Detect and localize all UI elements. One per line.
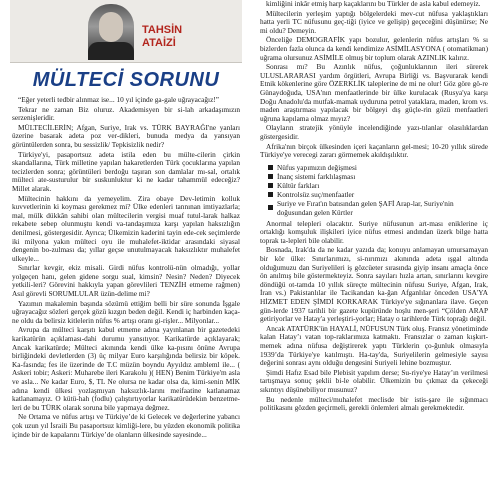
article-body-right-bottom [258,220,490,413]
list-item [268,190,490,199]
column-header [10,0,242,63]
paragraph: Şimdi Hafız Esad bile Plebisit yapılım derse; Su-riye'ye Hatay’ın verilmesi tartışmaya sonuç şeklii bi-le olabilir. Ülkemizin bu çıkmaz da çekeceği sıkıntıyı düşünebiliyor musunuz? [260,367,488,394]
paragraph: Sınırlar kevgir, ekiz misali. Girdi nüfus kontrolü-nün olmadığı, yollar yolgeçen hanı, gelen gidene sorgu sual, kimsin? Nesin? Neden? Diyecek yetkili-leri? Görevini hakkıyla yapan görevlileri TENZİH etmeme rağmen) Asıl görevli SORUMLULAR üzün-delime mi? [12,263,240,299]
author-last-name: ATAİZİ [142,37,176,49]
paragraph: Bu nedenle mülteci/muhalefet meclisde bir istis-şare ile sığınmacı politikasını gözden geçirmeli, gerekli önlemleri almalı gerekmektedir. [260,394,488,413]
paragraph: Tekrar ne zaman Biz oluruz. Akademisyen bir si-lah arkadaşımızın serzenişleridir. [12,104,240,123]
article-body-right-top [258,0,490,160]
author-first-name: TAHSİN [142,24,183,36]
author-name [142,24,182,50]
bullet-text: İnanç sistemi farklılaşması [277,171,356,181]
paragraph: Ancak ATATÜRK'ün HAYALİ, NÜFUSUN Türk oluş. Fransız yönetiminde kalan Hatay’ı vatan top-raklarımıza katmaktı. Fransızlar o zaman kışkırt-memek adına nüfusa değiştirerek yaptı Türklerin ço-ğunluk olmasıyla 1939’da Türkiye'ye katılmıştı. Ha-tay'da, Suriyelilerin gelmesiyle sayısı değerini sonrası aynı olduğu dengesini Suriyeli lehine bozmuştur. [260,323,488,368]
portrait-face [99,12,123,42]
right-column [258,0,490,500]
bullet-list [268,163,490,217]
paragraph: Ne Ortama ve nüfus artışı ve Türkiye’de ki Gelecek ve değerlerine yabancı çok uzun yıl İsraili Bu pasaportsuz kimliği-lere, bu yüzden ekonomik politika içinde bir de kapalarını Türkiye’de olanların ülkesinde sayesinde... [12,412,240,439]
bullet-text: Nüfus yapımızın değişmesi [277,162,357,172]
paragraph: Anormal telepleri olacaktır. Suriye nüfusunun art-ması eniklerine iç ortaklığı komşuluk ilişkileri iyice nüfus etmesi andından üzerk bilge hatta toprak ta-lepleri bile olabilir. [260,218,488,245]
paragraph: Önceliğe DEMOGRAFİK yapı bozulur, gelenlerin nüfus artışları % sı bizlerden fazla olunca da kendi kendimize ASİMİLASYONA ( otomatikman) uğrama olursunuz ASİMİLE olmuş bir toplum olarak AZINLIK kalırız. [260,35,488,62]
left-column [10,0,242,500]
paragraph: Mültecilerin yerleşim yaptığı bölgelerdeki mev-cut nüfusa yaklaştıkları hatta yerli TC nüfusunu geç-tiği (iyice ve gelişip) geçeceğini düşünürse; Ne mi oldu? Demeyin. [260,8,488,35]
paragraph: MÜLTECİLERİN; Afgan, Suriye, Irak vs. TÜRK BAYRAĞI'ne yanları üzerine basarak adeta poz ver-dikleri, bunuda medya da yansıyan görüntülerden sonra, bu sessizlik/ Tepkisizlik nedir? [12,122,240,149]
paragraph: Yazımın makalemin başında sözümü ettiğim belli bir süre sonunda İşgale uğrayacağız sözleri gerçek gözü kızgın beden değil. Kendi iç harbinden kaça-ne oldu da belirsiz kitlelerin nüfus % artışı oranı gi-rişler... Milyonlar... [12,298,240,325]
paragraph: Sonrası mı? Bu Azınlık nüfus, çoğunluklarının ileri sürerek ULUSLARARASI yardım örgütleri, Avrupa Birliği vs. Başvurarak kendi Etnik kökenlerine göre ÖZERKLİK taleplerine de mi ne olur! Göz göre gö-re Günaydoğuda, USA'nın menfaatlerinde bir ülke kurulacak (Rusya'ya karşı Doğu Anadolu'da mutfak-mamak uyduruna petrol yataklara, maden, krom vs. maden araştırması yapılacak bir bölgeyi dış güçle-rin gözü menfaatleri uğruna kapılama olmaz mıyız? [260,62,488,123]
list-item [268,172,490,181]
bullet-text: Suriye ve Fırat'ın batısından gelen ŞAFİ Arap-lar, Suriye'nin doğusundan gelen Kürtler [277,198,454,217]
paragraph: Avrupa da mülteci karşıtı kabul etmeme adına yayınlanan bir gazetedeki karikatürün açıklaması-dahi durumu yansıtıyor. Karikatürde açıklayarak; Ancak karikatürde; Mülteci akınında kendi ülke ka-pısını önüne Avrupa birliğindeki devletlerden (3) üç milyar Euro karşılığında belirsiz bir köpek. Ka-fasında; fes ile üzerinde de T.C müzün boyndu Ayyıldız ambleml ile... ( Askeri tobir; Askeri: Muharebe ileri Karakolu )( HEN) Benim Türkiye'm asla ve asla... Ne kadar Euro, $, TL Ne olursa ne kadar olsa da, kimi-senin MİK adına kendi ülkesi yozlaşmıyan haksızlık-larını meifaatine katlanamaz katlanamayız. O kütü-hah (fodlu) çalıştırtıyorlar karikatürüdekiın benzetme-leri de bu TÜRK olarak soruna bile yapmaya değmez. [12,325,240,412]
square-bullet-icon [268,174,273,179]
square-bullet-icon [268,165,273,170]
paragraph: Bosnada, Irak'da da ne kadar yazıda da; konuyu anlamayan umursamayan bir kör ülke: Sınırlarımızı, si-nırımızı akınında adeta ışgal altında olduğumuzu dan Suriyelileri iş gözcüeter sırasında giyip insanı amaçla önce ön anılmış bile göstermekteyiz. Sonra sayıları hızla artan, sınırlarını kevgire döndüğü ot-tamda 10 yıllık süreçte mültecinin nüfusu Suriye, Afgan, Irak, İran vs.) Pakistanlılar ile Tacikandan ka-ğan Afganlılar önceden USA'YA HİZMET EDEN ŞİMDİ KORKARAK Türkiye'ye sığınanlara ilave. Geçen gün-lerde 1937 tarihli bir gazete kupüründe hoşlu men-şeri “Çölden ARAP getiriyorlar ve Hatay'a yerleştiri-yorlar; Hatay o tarihlerde Türk toprağı değil. [260,245,488,324]
paragraph: “Eğer yeterli tedbir alınmaz ise... 10 yıl içinde ga-gale uğrayacağız!” [18,95,219,104]
paragraph: Olayların stratejik yönüyle incelendiğinde yazı-tılanlar olasılıklardan göstergesidir. [260,123,488,141]
paragraph: Türkiye'yi, pasaportsuz adeta istila eden bu mülte-cilerin çirkin skandallarına, Türk milletine yapılan hakaretlerden Türk çocuklarına yapılan tecizlerden sonra; görüntüleri berdoğu taşıran son damlalar mı-sal, ortalık mülteci ate-susturulur bir suskunluktur ki ne kadar tahammül edeceğiz? Millet alarak. [12,149,240,193]
article-title: MÜLTECİ SORUNU [32,69,220,91]
square-bullet-icon [268,192,273,197]
paragraph: kimliğini inkâr etmiş harp kaçaklarını bu Türkler de asla kabul edemeyiz. [266,0,481,8]
square-bullet-icon [268,205,273,210]
list-item [268,199,490,217]
paragraph: Mültecinin hakkını da yemeyelim. Zira obaye Dev-letimin kolluk kuvvetlerinin ki koyması gerekmez mi? Ülke edenleri tannınan imtiyazlarla; mal, mülk dükkân sahibi olan mültecilerin vergisi muaf tutul-larak halkaz rekabete sebep olunmuştu kendi va-tandaşımıza karşı yapılan haksızlığın denilmesi, göstergesidir. Ayrıca; Ülkemizin kaderini tayin ede-cek seçimlerde iki milyona yakın mülteci oyu ile muhalefet-iktidar arasındaki siyasal dengenin bo-zulması da; yıllar geçse unutulmayacak haksızlıktır muhalefet ulkeyle... [12,193,240,263]
list-item [268,181,490,190]
bullet-text: Kültür farkları [277,180,320,190]
list-item [268,163,490,172]
author-portrait [88,4,134,60]
bullet-text: Kontrolsüz suç/menfaatler [277,189,355,199]
article-body-left [10,96,242,439]
portrait-suit [88,42,134,60]
square-bullet-icon [268,183,273,188]
paragraph: Afrika'nın birçok ülkesinden içeri kaçanların gel-mesi; 10-20 yıllık sürede Türkiye'ye verecegi zararı görmemek akıldışılıktır. [260,141,488,160]
